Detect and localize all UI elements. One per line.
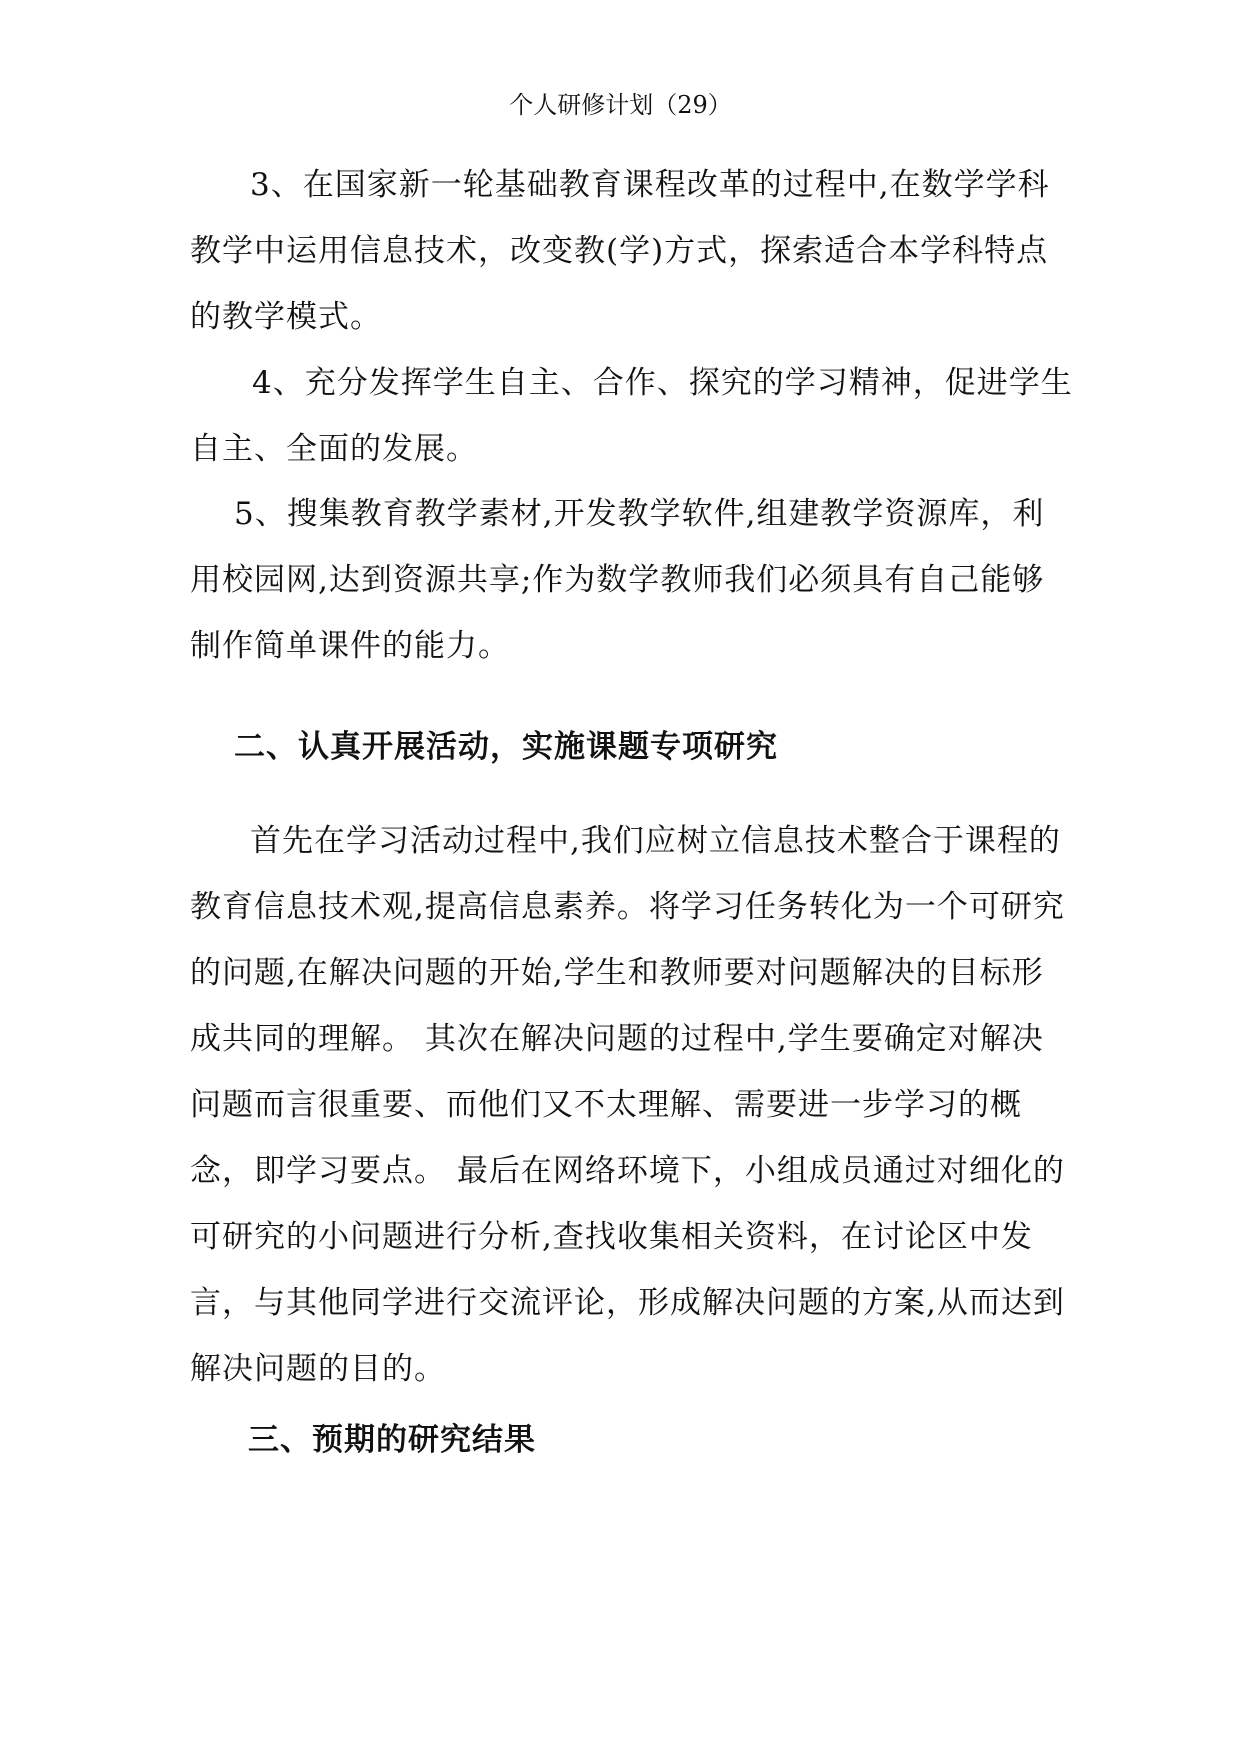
paragraph-item-3: 3、在国家新一轮基础教育课程改革的过程中,在数学学科教学中运用信息技术，改变教(学)方式，探索适合本学科特点的教学模式。 <box>190 167 1050 335</box>
paragraph-item-5: 5、搜集教育教学素材,开发教学软件,组建教学资源库，利用校园网,达到资源共享;作为数学教师我们必须具有自己能够制作简单课件的能力。 <box>190 496 1045 664</box>
paragraph-section-2-body: 首先在学习活动过程中,我们应树立信息技术整合于课程的教育信息技术观,提高信息素养。将学习任务转化为一个可研究的问题,在解决问题的开始,学生和教师要对问题解决的目标形成共同的理解。 其次在解决问题的过程中,学生要确定对解决问题而言很重要、而他们又不太理解、需要进一步学习的概念，即学习要点。 最后在网络环境下，小组成员通过对细化的可研究的小问题进行分析,查找收集相关资料，在讨论区中发言，与其他同学进行交流评论，形成解决问题的方案,从而达到解决问题的目的。 <box>190 823 1065 1387</box>
section-heading-2: 二、认真开展活动，实施课题专项研究 <box>234 729 778 765</box>
section-heading-3: 三、预期的研究结果 <box>248 1422 536 1458</box>
paragraph-item-4: 4、充分发挥学生自主、合作、探究的学习精神，促进学生自主、全面的发展。 <box>190 365 1073 467</box>
page-header: 个人研修计划（29） <box>509 91 732 119</box>
